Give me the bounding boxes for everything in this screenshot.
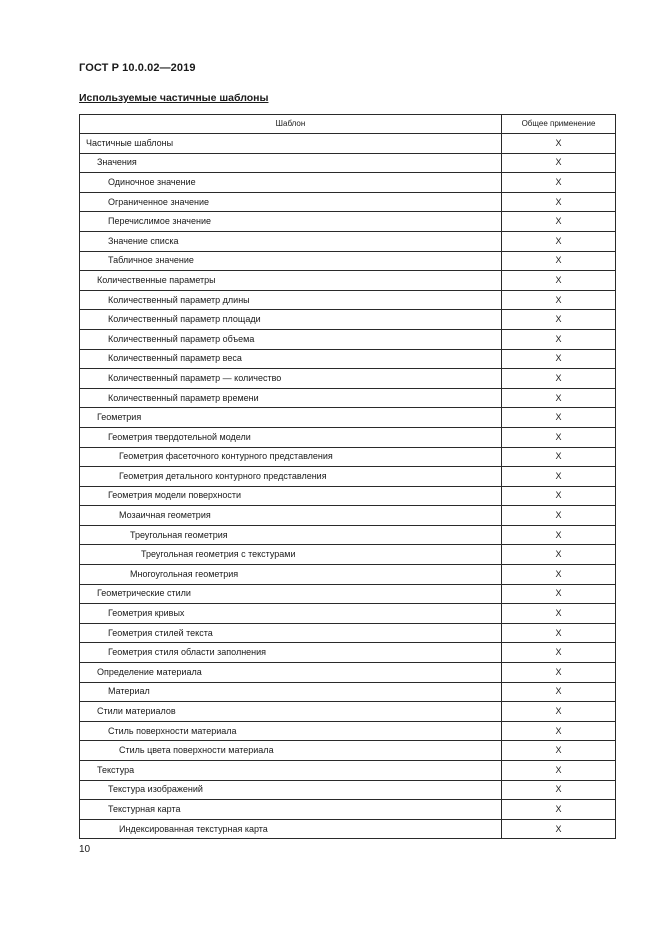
table-row bbox=[80, 545, 616, 565]
general-use-mark: X bbox=[502, 506, 616, 526]
table-row bbox=[80, 623, 616, 643]
table-row bbox=[80, 741, 616, 761]
general-use-mark: X bbox=[502, 329, 616, 349]
template-name-cell: Геометрия bbox=[80, 408, 502, 428]
general-use-mark: X bbox=[502, 584, 616, 604]
general-use-mark: X bbox=[502, 604, 616, 624]
table-row bbox=[80, 780, 616, 800]
template-name-cell: Материал bbox=[80, 682, 502, 702]
template-name-cell: Перечислимое значение bbox=[80, 212, 502, 232]
table-header-row bbox=[80, 115, 616, 134]
general-use-mark: X bbox=[502, 388, 616, 408]
table-row bbox=[80, 761, 616, 781]
table-row bbox=[80, 800, 616, 820]
template-name-cell: Текстурная карта bbox=[80, 800, 502, 820]
general-use-mark: X bbox=[502, 290, 616, 310]
column-header-template: Шаблон bbox=[80, 115, 502, 134]
template-name-cell: Мозаичная геометрия bbox=[80, 506, 502, 526]
table-row bbox=[80, 467, 616, 487]
general-use-mark: X bbox=[502, 447, 616, 467]
table-row bbox=[80, 408, 616, 428]
template-name-cell: Геометрия детального контурного представления bbox=[80, 467, 502, 487]
general-use-mark: X bbox=[502, 134, 616, 154]
template-name-cell: Геометрия твердотельной модели bbox=[80, 427, 502, 447]
partial-templates-table bbox=[79, 114, 616, 839]
template-name-cell: Количественный параметр времени bbox=[80, 388, 502, 408]
table-row bbox=[80, 702, 616, 722]
table-row bbox=[80, 153, 616, 173]
general-use-mark: X bbox=[502, 408, 616, 428]
page-number: 10 bbox=[79, 844, 91, 855]
template-name-cell: Количественные параметры bbox=[80, 271, 502, 291]
general-use-mark: X bbox=[502, 467, 616, 487]
template-name-cell: Геометрия модели поверхности bbox=[80, 486, 502, 506]
table-row bbox=[80, 329, 616, 349]
table-row bbox=[80, 349, 616, 369]
column-header-general-use: Общее применение bbox=[502, 115, 616, 134]
table-row bbox=[80, 486, 616, 506]
general-use-mark: X bbox=[502, 525, 616, 545]
template-name-cell: Одиночное значение bbox=[80, 173, 502, 193]
table-row bbox=[80, 388, 616, 408]
general-use-mark: X bbox=[502, 310, 616, 330]
template-name-cell: Индексированная текстурная карта bbox=[80, 819, 502, 839]
general-use-mark: X bbox=[502, 702, 616, 722]
template-name-cell: Геометрия стиля области заполнения bbox=[80, 643, 502, 663]
general-use-mark: X bbox=[502, 349, 616, 369]
template-name-cell: Текстура изображений bbox=[80, 780, 502, 800]
template-name-cell: Треугольная геометрия с текстурами bbox=[80, 545, 502, 565]
table-body bbox=[80, 134, 616, 839]
template-name-cell: Геометрические стили bbox=[80, 584, 502, 604]
template-name-cell: Текстура bbox=[80, 761, 502, 781]
template-name-cell: Многоугольная геометрия bbox=[80, 565, 502, 585]
template-name-cell: Количественный параметр площади bbox=[80, 310, 502, 330]
table-row bbox=[80, 251, 616, 271]
table-row bbox=[80, 525, 616, 545]
general-use-mark: X bbox=[502, 800, 616, 820]
table-row bbox=[80, 604, 616, 624]
document-standard-header: ГОСТ Р 10.0.02—2019 bbox=[79, 62, 196, 74]
table-row bbox=[80, 565, 616, 585]
template-name-cell: Определение материала bbox=[80, 663, 502, 683]
section-title: Используемые частичные шаблоны bbox=[79, 92, 269, 104]
general-use-mark: X bbox=[502, 741, 616, 761]
template-name-cell: Геометрия фасеточного контурного представления bbox=[80, 447, 502, 467]
general-use-mark: X bbox=[502, 721, 616, 741]
table-row bbox=[80, 427, 616, 447]
template-name-cell: Значение списка bbox=[80, 231, 502, 251]
general-use-mark: X bbox=[502, 212, 616, 232]
template-name-cell: Стили материалов bbox=[80, 702, 502, 722]
general-use-mark: X bbox=[502, 486, 616, 506]
general-use-mark: X bbox=[502, 682, 616, 702]
table-row bbox=[80, 584, 616, 604]
template-name-cell: Количественный параметр длины bbox=[80, 290, 502, 310]
template-name-cell: Табличное значение bbox=[80, 251, 502, 271]
table-row bbox=[80, 231, 616, 251]
table-row bbox=[80, 134, 616, 154]
general-use-mark: X bbox=[502, 643, 616, 663]
table-row bbox=[80, 721, 616, 741]
table-row bbox=[80, 682, 616, 702]
template-name-cell: Геометрия кривых bbox=[80, 604, 502, 624]
general-use-mark: X bbox=[502, 251, 616, 271]
table-row bbox=[80, 271, 616, 291]
table-row bbox=[80, 447, 616, 467]
template-name-cell: Частичные шаблоны bbox=[80, 134, 502, 154]
template-name-cell: Значения bbox=[80, 153, 502, 173]
general-use-mark: X bbox=[502, 192, 616, 212]
general-use-mark: X bbox=[502, 545, 616, 565]
template-name-cell: Стиль поверхности материала bbox=[80, 721, 502, 741]
general-use-mark: X bbox=[502, 271, 616, 291]
template-name-cell: Ограниченное значение bbox=[80, 192, 502, 212]
table-row bbox=[80, 663, 616, 683]
general-use-mark: X bbox=[502, 173, 616, 193]
template-name-cell: Стиль цвета поверхности материала bbox=[80, 741, 502, 761]
general-use-mark: X bbox=[502, 663, 616, 683]
template-name-cell: Количественный параметр веса bbox=[80, 349, 502, 369]
template-name-cell: Количественный параметр объема bbox=[80, 329, 502, 349]
table-row bbox=[80, 290, 616, 310]
general-use-mark: X bbox=[502, 153, 616, 173]
template-name-cell: Количественный параметр — количество bbox=[80, 369, 502, 389]
template-name-cell: Треугольная геометрия bbox=[80, 525, 502, 545]
table-row bbox=[80, 310, 616, 330]
general-use-mark: X bbox=[502, 761, 616, 781]
table-row bbox=[80, 173, 616, 193]
general-use-mark: X bbox=[502, 623, 616, 643]
general-use-mark: X bbox=[502, 819, 616, 839]
general-use-mark: X bbox=[502, 231, 616, 251]
template-name-cell: Геометрия стилей текста bbox=[80, 623, 502, 643]
table-row bbox=[80, 212, 616, 232]
general-use-mark: X bbox=[502, 369, 616, 389]
table-row bbox=[80, 369, 616, 389]
general-use-mark: X bbox=[502, 780, 616, 800]
table-row bbox=[80, 192, 616, 212]
general-use-mark: X bbox=[502, 427, 616, 447]
table-row bbox=[80, 643, 616, 663]
table-row bbox=[80, 506, 616, 526]
general-use-mark: X bbox=[502, 565, 616, 585]
table-row bbox=[80, 819, 616, 839]
